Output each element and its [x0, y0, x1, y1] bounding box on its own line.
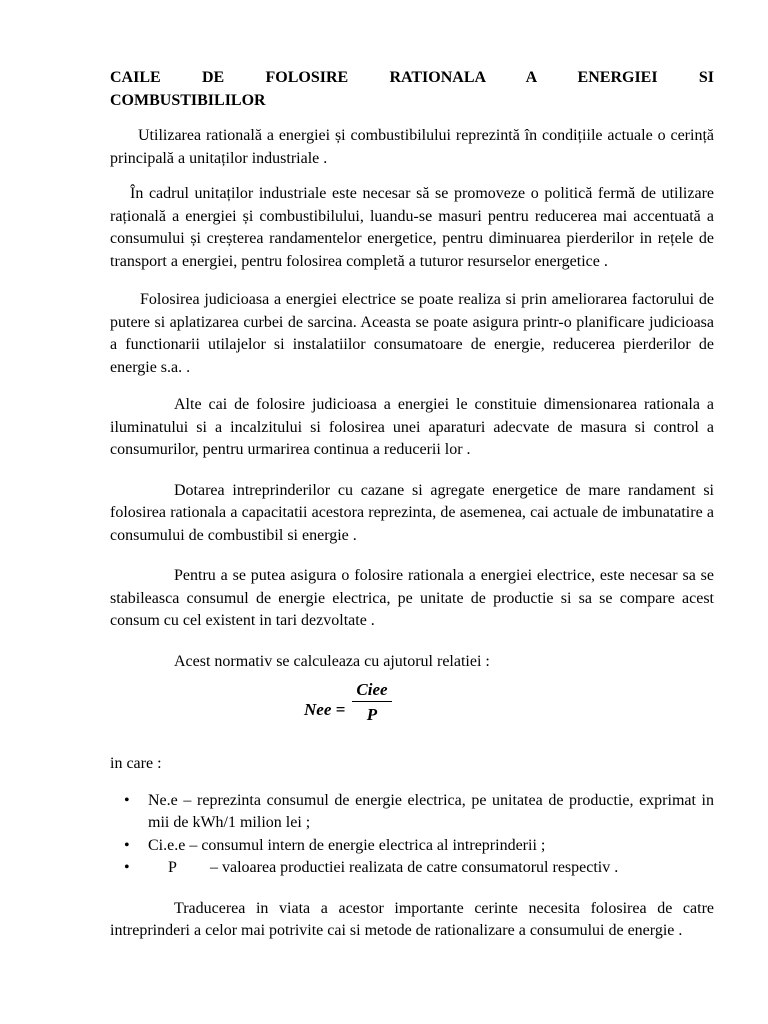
- bullet-icon: •: [124, 791, 130, 809]
- paragraph-2: În cadrul unitaților industriale este necesar să se promoveze o politică fermă de utilizare rațională a energiei și combustibilului, luandu-se masuri pentru reducerea mai accentuată a consumului și creșterea randamentelor energetice, pentru diminuarea pierderilor in rețele de transport a energiei, pentru folosirea completă a tuturor resurselor energetice .: [110, 185, 714, 270]
- paragraph-formula-intro: Acest normativ se calculeaza cu ajutorul relatiei :: [174, 652, 490, 670]
- title-line-1: CAILE DE FOLOSIRE RATIONALA A ENERGIEI SI: [110, 69, 714, 86]
- definition-term: Ci.e.e: [148, 836, 186, 854]
- formula-numerator: Ciee: [352, 679, 392, 702]
- title-line-2: COMBUSTIBILILOR: [110, 91, 266, 109]
- paragraph-3: Folosirea judicioasa a energiei electrice se poate realiza si prin ameliorarea factorului de putere si aplatizarea curbei de sarcina. Aceasta se poate asigura printr-o planificare judicioasa a functionarii utilajelor si instalatiilor consumatoare de energie, reducerea pierderilor de energie s.a. .: [110, 291, 714, 376]
- paragraph-6: Pentru a se putea asigura o folosire rationala a energiei electrice, este necesar sa se stabileasca consumul de energie electrica, pe unitate de productie si sa se compare acest consum cu cel existent in tari dezvoltate .: [110, 567, 714, 629]
- paragraph-4: Alte cai de folosire judicioasa a energiei le constituie dimensionarea rationala a iluminatului si a incalzitului si folosirea unei aparaturi adecvate de masura si control a consumurilor, pentru urmarirea continua a reducerii lor .: [110, 396, 714, 458]
- definition-item: [110, 790, 714, 835]
- paragraph-1: Utilizarea ratională a energiei și combustibilului reprezintă în condițiile actuale o cerință principală a unitaților industriale .: [110, 127, 714, 167]
- formula-lhs: [304, 699, 345, 722]
- in-care-label: in care :: [110, 755, 162, 772]
- definition-text: – reprezinta consumul de energie electrica, pe unitatea de productie, exprimat in mii de kWh/1 milion lei ;: [148, 791, 715, 831]
- definition-item: [110, 835, 714, 858]
- bullet-icon: •: [124, 836, 130, 854]
- formula: [110, 679, 714, 741]
- definition-term: Ne.e: [148, 791, 178, 809]
- definitions-list: [110, 790, 714, 880]
- paragraph-5: Dotarea intreprinderilor cu cazane si agregate energetice de mare randament si folosirea rationala a capacitatii acestora reprezinta, de asemenea, cai actuale de imbunatatire a consumului de combustibil si energie .: [110, 481, 714, 544]
- document-page: [110, 67, 714, 943]
- definition-text: – valoarea productiei realizata de catre consumatorul respectiv .: [210, 859, 619, 876]
- definition-item: [110, 857, 714, 880]
- formula-denominator: P: [366, 705, 378, 724]
- formula-fraction: [352, 679, 392, 728]
- definition-text: – consumul intern de energie electrica al intreprinderii ;: [189, 836, 546, 854]
- definition-term: P: [168, 859, 177, 876]
- formula-equals: =: [335, 700, 346, 719]
- document-title: [110, 67, 714, 112]
- closing-paragraph: Traducerea in viata a acestor importante cerinte necesita folosirea de catre intreprinderi a celor mai potrivite cai si metode de rationalizare a consumului de energie .: [110, 899, 714, 939]
- bullet-icon: •: [124, 859, 130, 876]
- formula-lhs-symbol: Nee: [304, 700, 332, 719]
